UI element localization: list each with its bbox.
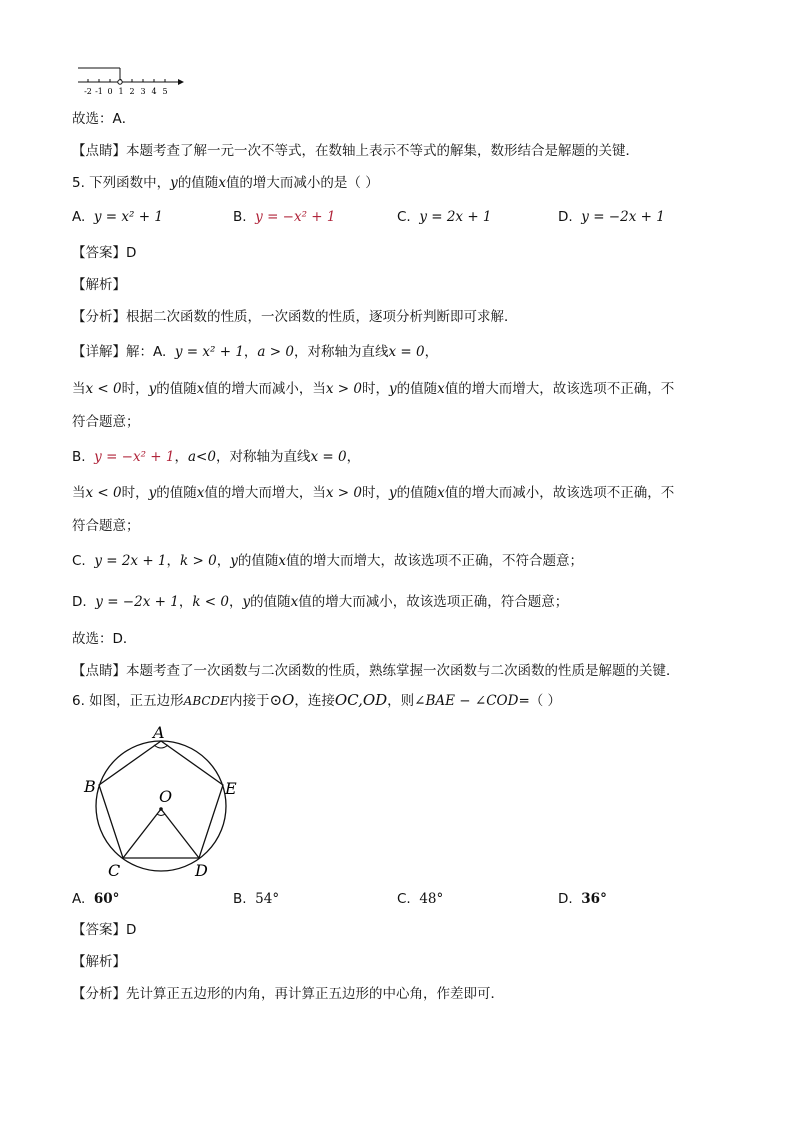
label-d: D <box>195 861 208 880</box>
number-line-tick-label: 1 <box>118 87 124 96</box>
q6-analysis-title: 【解析】 <box>72 954 126 970</box>
number-line-tick-label: 4 <box>151 87 157 96</box>
q5-stem-prefix: 5. 下列函数中， <box>72 175 171 191</box>
q5-detail-b-line2: 当x < 0时，y的值随x值的增大而增大，当x > 0时，y的值随x值的增大而减小，故该选项不正确，不 <box>72 485 675 501</box>
q5-detail-a-line3: 符合题意； <box>72 414 140 430</box>
q5-stem-end: 值的增大而减小的是（ ） <box>225 175 379 191</box>
q6-option-c: C. 48° <box>397 891 444 907</box>
q5-fenxi: 【分析】根据二次函数的性质，一次函数的性质，逐项分析判断即可求解． <box>72 309 518 325</box>
q4-comment <box>72 142 639 160</box>
pentagon-figure <box>78 722 268 884</box>
label-a: A <box>153 723 165 742</box>
q5-stem-mid: 的值随 <box>177 175 219 191</box>
label-c: C <box>108 861 121 880</box>
q5-detail-c: C. y = 2x + 1，k > 0，y的值随x值的增大而增大，故该选项不正确，不符合题意； <box>72 553 583 569</box>
q5-answer: 【答案】D <box>72 245 137 261</box>
number-line-tick-label: 5 <box>162 87 168 96</box>
q5-detail-d: D. y = −2x + 1，k < 0，y的值随x值的增大而减小，故该选项正确，符合题意； <box>72 594 569 610</box>
q5-detail-a: 【详解】解：A. y = x² + 1，a > 0，对称轴为直线x = 0， <box>72 344 439 360</box>
q5-option-d: D. y = −2x + 1 <box>558 209 665 225</box>
label-e: E <box>225 779 237 798</box>
q6-fenxi: 【分析】先计算正五边形的内角，再计算正五边形的中心角，作差即可． <box>72 986 504 1002</box>
q5-stem <box>72 174 379 192</box>
q5-choice: 故选：D． <box>72 631 137 647</box>
q6-stem: 6. 如图，正五边形ABCDE内接于⊙O，连接OC,OD，则∠BAE − ∠COD=（ ） <box>72 691 562 709</box>
comment-text: 本题考查了解一元一次不等式，在数轴上表示不等式的解集，数形结合是解题的关键． <box>126 143 639 159</box>
q5-detail-b-line3: 符合题意； <box>72 518 140 534</box>
q5-comment: 【点睛】本题考查了一次函数与二次函数的性质，熟练掌握一次函数与二次函数的性质是解题的关键． <box>72 663 680 679</box>
label-b: B <box>84 777 96 796</box>
q5-detail-b: B. y = −x² + 1，a<0，对称轴为直线x = 0， <box>72 449 361 465</box>
q5-option-a: A. y = x² + 1 <box>72 209 163 225</box>
q6-answer: 【答案】D <box>72 922 137 938</box>
q5-option-c: C. y = 2x + 1 <box>397 209 492 225</box>
label-o: O <box>159 787 173 806</box>
q6-option-b: B. 54° <box>233 891 280 907</box>
number-line-tick-label: 3 <box>140 87 146 96</box>
q5-detail-a-line2: 当x < 0时，y的值随x值的增大而减小，当x > 0时，y的值随x值的增大而增大，故该选项不正确，不 <box>72 381 675 397</box>
number-line-figure <box>74 62 186 100</box>
number-line-tick-label: -2 <box>84 87 92 96</box>
q6-option-d: D. 36° <box>558 891 607 907</box>
number-line-tick-label: 2 <box>129 87 135 96</box>
q4-choice: 故选：A． <box>72 111 136 127</box>
q5-option-b: B. y = −x² + 1 <box>233 209 336 225</box>
number-line-tick-label: 0 <box>107 87 113 96</box>
q6-option-a: A. 60° <box>72 891 120 907</box>
comment-label: 【点睛】 <box>72 143 126 159</box>
q5-analysis-title: 【解析】 <box>72 277 126 293</box>
var-x: x <box>218 175 226 191</box>
number-line-tick-label: -1 <box>95 87 103 96</box>
var-y: y <box>170 175 178 191</box>
